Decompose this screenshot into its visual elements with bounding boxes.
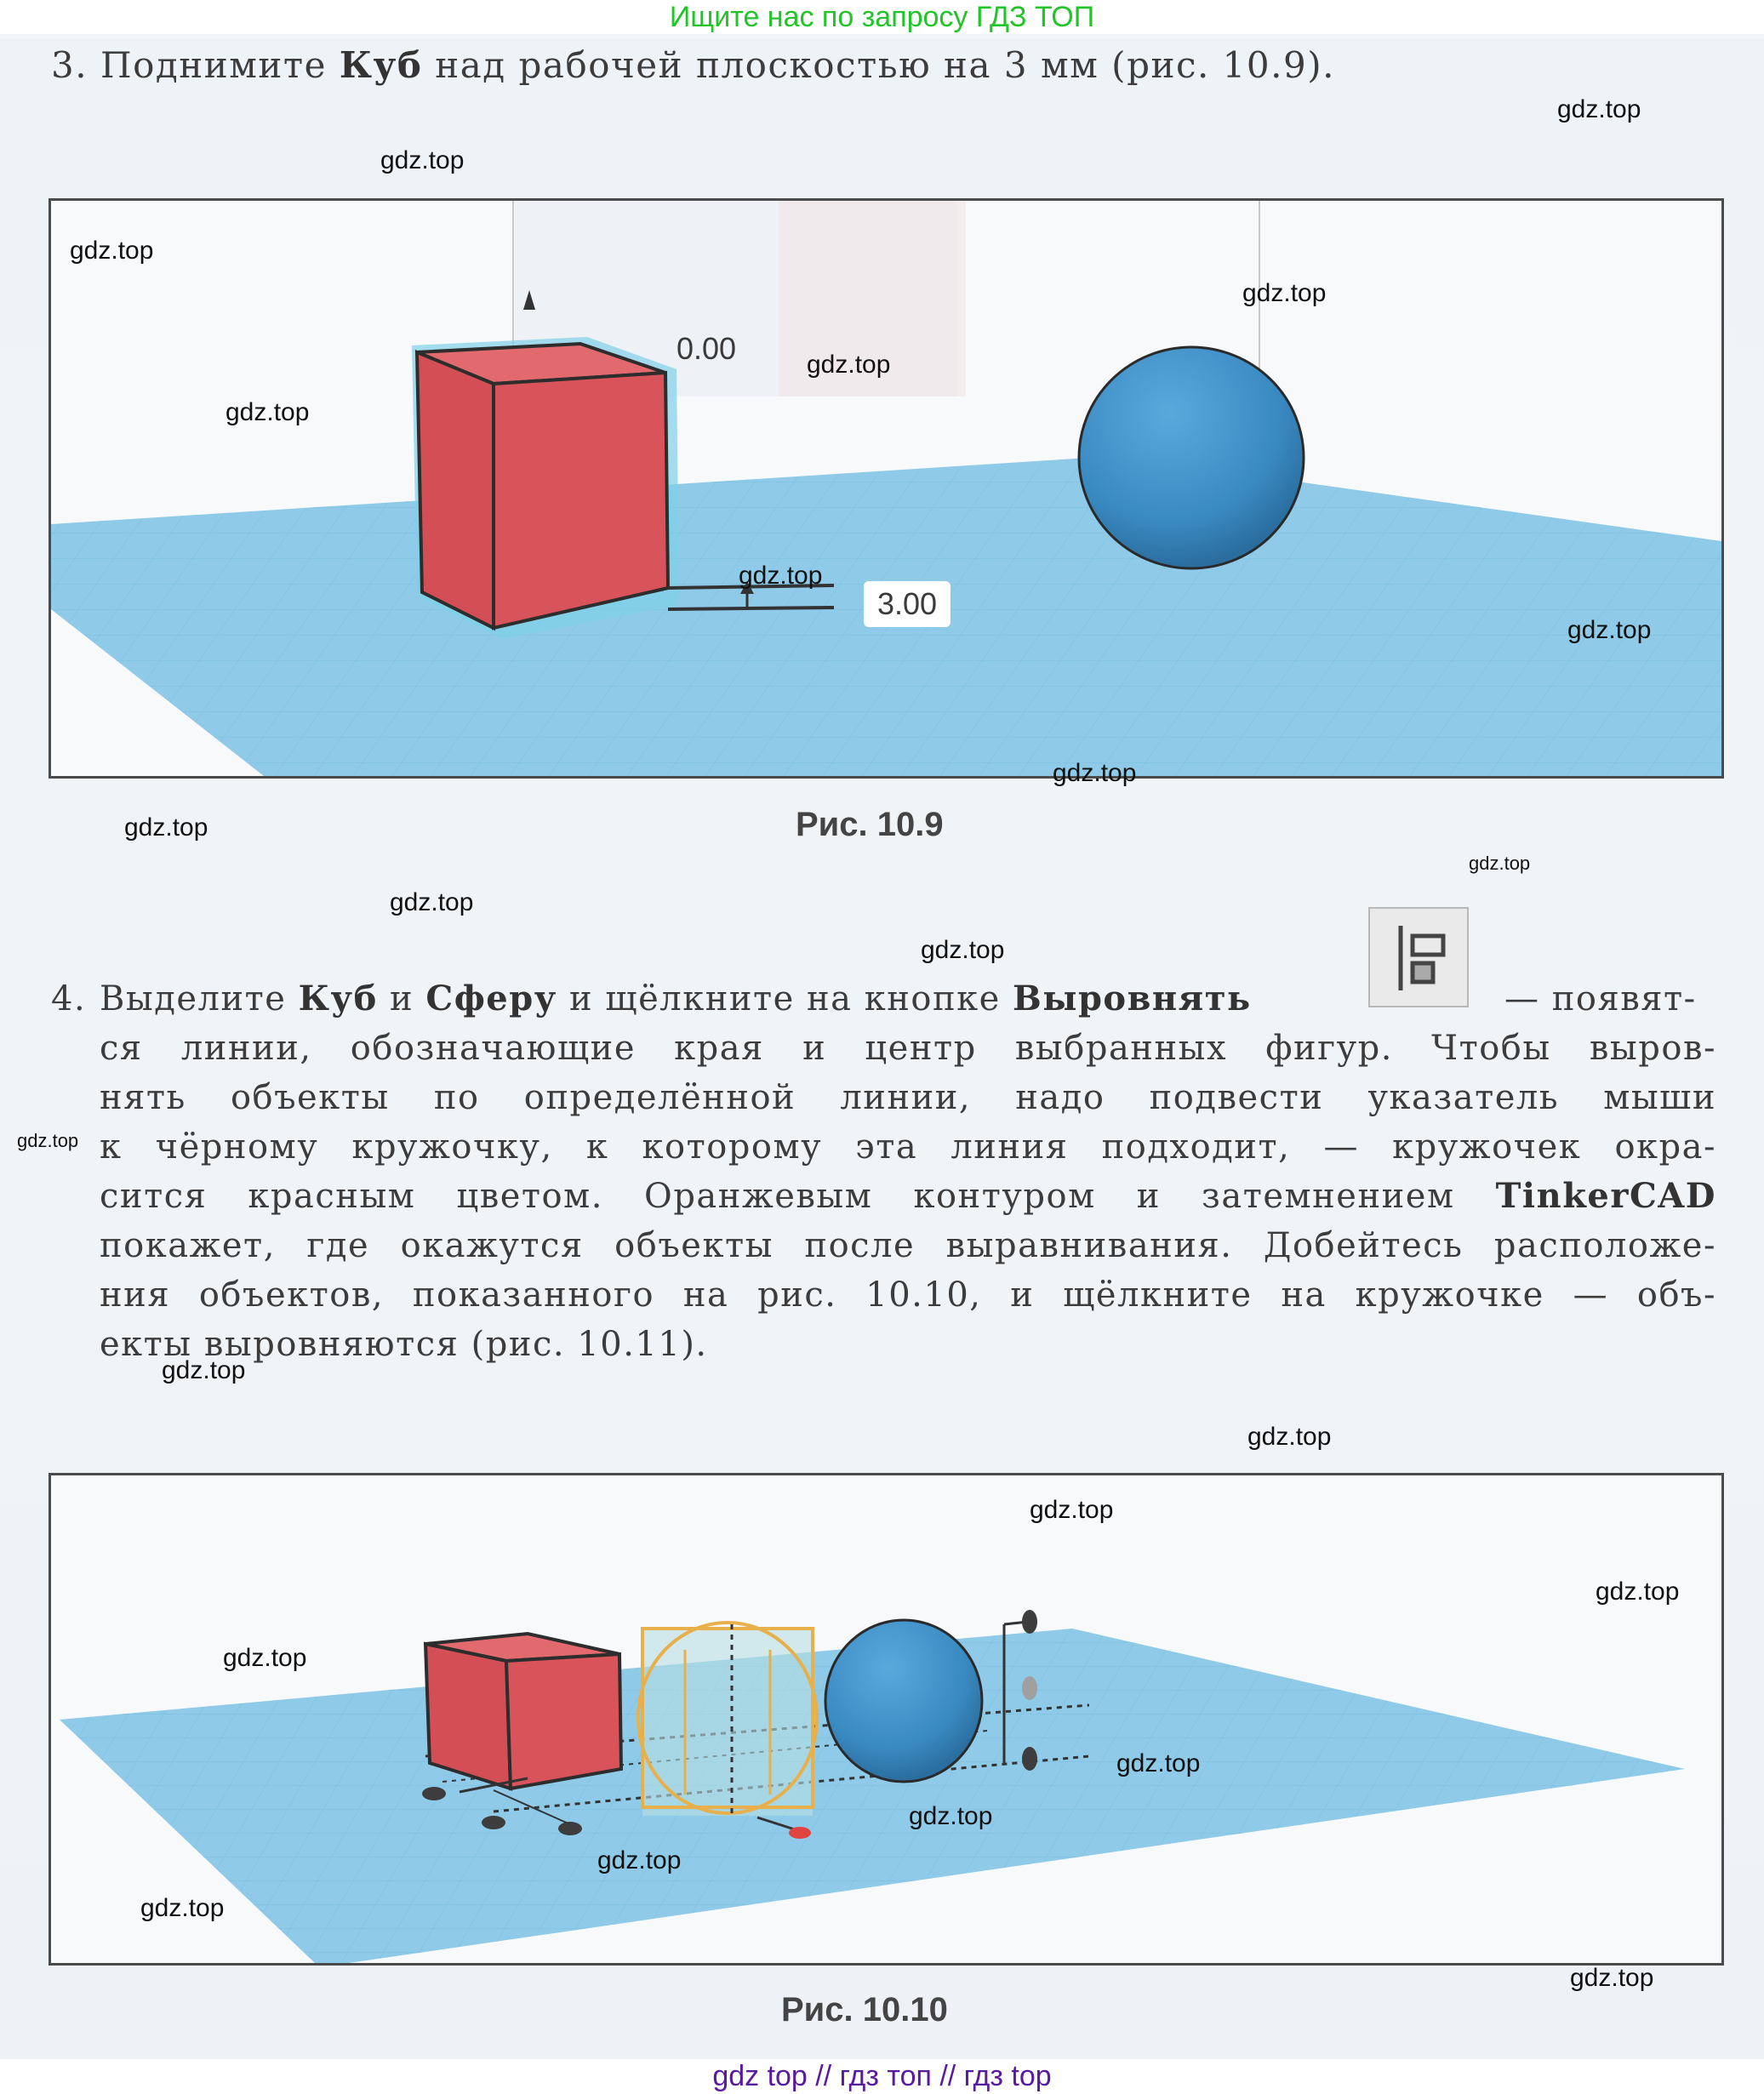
align-handle-left[interactable] <box>422 1787 446 1800</box>
watermark-text: gdz.top <box>807 351 891 379</box>
align-handle-active[interactable] <box>789 1827 811 1839</box>
tinkercad-scene-1 <box>51 201 1721 776</box>
watermark-text: gdz.top <box>223 1644 307 1672</box>
watermark-text: gdz.top <box>739 562 823 590</box>
orange-preview-outline <box>638 1623 817 1816</box>
step-number: 3. <box>51 44 88 86</box>
watermark-text: gdz.top <box>1116 1749 1201 1777</box>
watermark-text: gdz.top <box>1557 95 1641 123</box>
step-3-bold-cube: Куб <box>339 44 423 86</box>
step-4-line-8: екты выровняются (рис. 10.11). <box>100 1325 708 1364</box>
bold-align: Выровнять <box>1013 979 1252 1018</box>
red-cube[interactable] <box>425 1634 621 1789</box>
watermark-text: gdz.top <box>162 1356 246 1384</box>
t: и щёлкните на кнопке <box>557 979 1013 1018</box>
watermark-text: gdz.top <box>1247 1423 1332 1451</box>
blue-sphere[interactable] <box>1079 347 1304 568</box>
step-4-number: 4. <box>51 979 87 1018</box>
t: Выделите <box>100 979 299 1018</box>
step-4-line-3: нять объекты по определённой линии, надо подвести указатель мыши <box>100 1078 1716 1117</box>
align-handle-bottom[interactable] <box>1022 1747 1037 1771</box>
watermark-text: gdz.top <box>1596 1578 1680 1606</box>
step-4-line-7: ния объектов, показанного на рис. 10.10, и щёлкните на кружочке — объ- <box>100 1275 1716 1315</box>
figure-10-10 <box>49 1473 1724 1966</box>
figure-10-10-caption: Рис. 10.10 <box>781 1991 948 2028</box>
top-banner: Ищите нас по запросу ГДЗ ТОП <box>0 0 1764 34</box>
watermark-text: gdz.top <box>1053 759 1137 787</box>
step-4-line-1 <box>100 974 1359 1024</box>
bold-tinkercad: TinkerCAD <box>1495 1176 1716 1216</box>
height-value-input[interactable]: 3.00 <box>864 581 951 627</box>
watermark-text: gdz.top <box>1030 1496 1114 1524</box>
watermark-text: gdz.top <box>921 936 1005 964</box>
blue-sphere[interactable] <box>825 1620 982 1782</box>
height-value-top: 0.00 <box>676 331 737 366</box>
align-button[interactable] <box>1368 907 1469 1007</box>
align-left-icon <box>1370 909 1467 1006</box>
tinkercad-scene-2 <box>51 1475 1721 1963</box>
watermark-text: gdz.top <box>1242 279 1327 307</box>
watermark-text: gdz.top <box>909 1802 993 1830</box>
watermark-text: gdz.top <box>70 237 154 265</box>
align-handle-top[interactable] <box>1022 1610 1037 1634</box>
step-4-line-2: ся линии, обозначающие края и центр выбранных фигур. Чтобы выров- <box>100 1029 1716 1068</box>
bold-sphere: Сферу <box>425 979 557 1018</box>
bottom-banner: gdz top // гдз топ // гдз top <box>0 2059 1764 2094</box>
watermark-text: gdz.top <box>1567 616 1652 644</box>
red-cube[interactable] <box>417 344 668 628</box>
step-3-text <box>51 41 1335 90</box>
bold-cube: Куб <box>298 979 378 1018</box>
figure-10-9-caption: Рис. 10.9 <box>796 806 944 843</box>
step-3-text-before: Поднимите <box>100 44 340 86</box>
watermark-text: gdz.top <box>140 1894 225 1922</box>
watermark-text: gdz.top <box>124 813 208 842</box>
step-3-text-after: над рабочей плоскостью на 3 мм (рис. 10.9). <box>422 44 1335 86</box>
watermark-text: gdz.top <box>597 1846 682 1874</box>
watermark-text: gdz.top <box>1469 853 1531 874</box>
step-4-line-1-tail: — появят- <box>1504 979 1697 1018</box>
t: сится красным цветом. Оранжевым контуром и затемнением <box>100 1177 1496 1216</box>
t: и <box>377 979 426 1018</box>
watermark-text: gdz.top <box>380 146 465 174</box>
step-4-line-5 <box>100 1172 1716 1221</box>
align-handle-middle[interactable] <box>1022 1676 1037 1700</box>
align-handle-front-left[interactable] <box>482 1816 505 1829</box>
step-4-line-4: к чёрному кружочку, к которому эта линия подходит, — кружочек окра- <box>100 1127 1716 1167</box>
watermark-text: gdz.top <box>390 888 474 916</box>
watermark-text: gdz.top <box>225 398 310 426</box>
watermark-text: gdz.top <box>1570 1964 1654 1992</box>
watermark-text: gdz.top <box>17 1130 79 1151</box>
figure-10-9 <box>49 198 1724 779</box>
step-4-line-6: покажет, где окажутся объекты после выравнивания. Добейтесь расположе- <box>100 1226 1716 1265</box>
